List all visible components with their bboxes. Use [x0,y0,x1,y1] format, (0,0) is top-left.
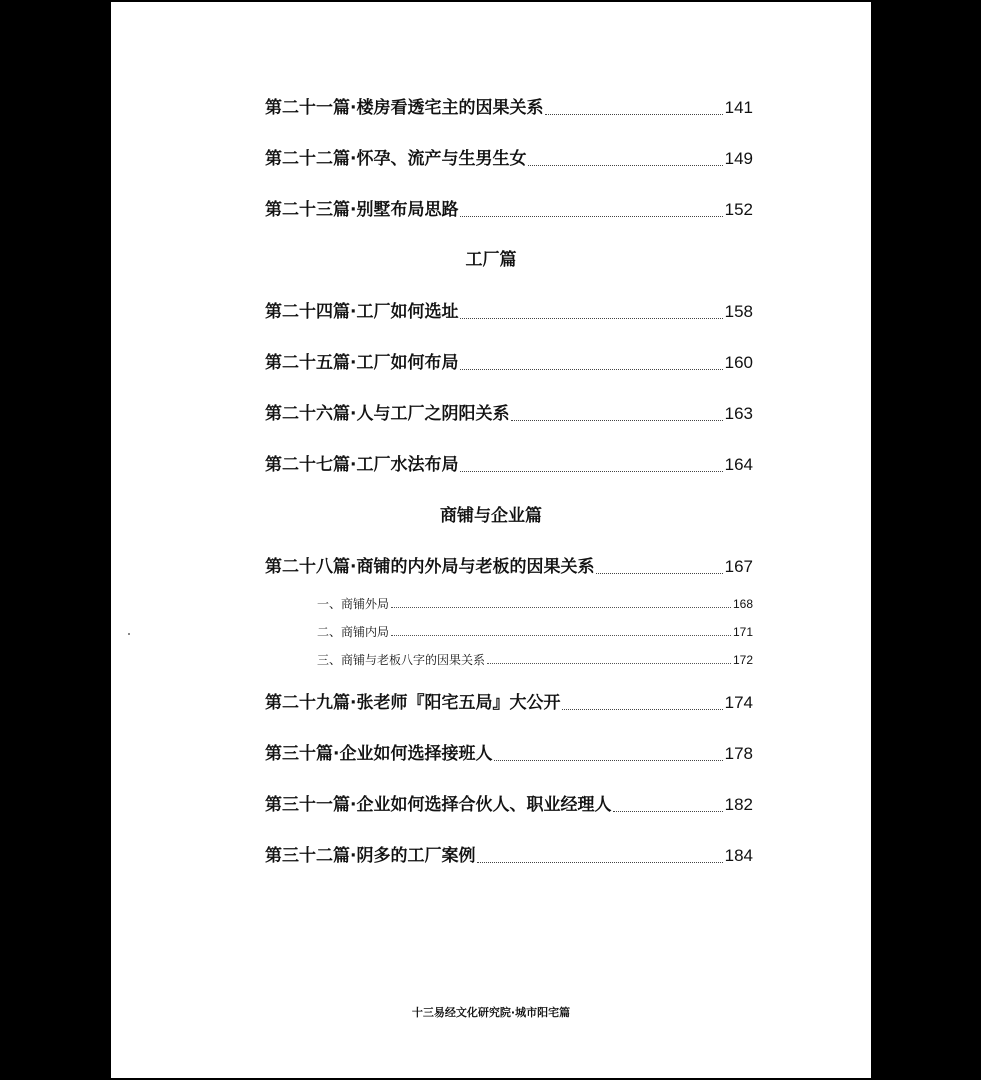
dot-leader [562,709,722,710]
toc-entry-title: 第三十二篇·阴多的工厂案例 [265,846,476,866]
toc-sub-entry-page: 168 [732,597,753,611]
toc-entry-page: 149 [724,149,753,168]
toc-entry-title: 第二十七篇·工厂水法布局 [265,455,459,475]
dot-leader [487,663,731,664]
toc-sub-entry-page: 172 [732,653,753,667]
toc-entry-page: 163 [724,404,753,423]
toc-entry-page: 174 [724,693,753,712]
toc-entry[interactable] [265,691,753,715]
dot-leader [460,471,722,472]
document-page [111,2,871,1078]
dot-leader [391,635,731,636]
toc-entry-title: 第二十一篇·楼房看透宅主的因果关系 [265,98,544,118]
toc-sub-entry-title: 一、商铺外局 [317,597,390,611]
toc-entry[interactable] [265,147,753,171]
toc-entry-page: 160 [724,353,753,372]
toc-entry-title: 第三十篇·企业如何选择接班人 [265,744,493,764]
toc-entry[interactable] [265,351,753,375]
dot-leader [545,114,722,115]
toc-entry-title: 第二十三篇·别墅布局思路 [265,200,459,220]
toc-entry[interactable] [265,402,753,426]
dot-leader [494,760,722,761]
toc-sub-entry-page: 171 [732,625,753,639]
toc-entry-page: 158 [724,302,753,321]
toc-sub-entry-title: 二、商铺内局 [317,625,390,639]
toc-entry[interactable] [265,96,753,120]
dot-leader [528,165,722,166]
dot-leader [596,573,722,574]
dot-leader [613,811,722,812]
toc-entry[interactable] [265,844,753,868]
dot-leader [477,862,722,863]
toc-entry[interactable] [265,300,753,324]
toc-entry-title: 第二十六篇·人与工厂之阴阳关系 [265,404,510,424]
scan-speck [128,633,130,635]
toc-entry-title: 第二十四篇·工厂如何选址 [265,302,459,322]
toc-entry-title: 第三十一篇·企业如何选择合伙人、职业经理人 [265,795,612,815]
page-footer: 十三易经文化研究院·城市阳宅篇 [411,1006,571,1019]
toc-entry-title: 第二十九篇·张老师『阳宅五局』大公开 [265,693,561,713]
toc-entry-page: 141 [724,98,753,117]
section-heading-shops: 商铺与企业篇 [440,506,542,526]
dot-leader [460,216,722,217]
toc-entry-page: 184 [724,846,753,865]
toc-entry-title: 第二十五篇·工厂如何布局 [265,353,459,373]
toc-entry[interactable] [265,555,753,579]
toc-entry-page: 167 [724,557,753,576]
dot-leader [460,318,722,319]
toc-entry-page: 152 [724,200,753,219]
toc-entry[interactable] [265,793,753,817]
toc-sub-entry[interactable] [317,624,753,640]
toc-entry-page: 164 [724,455,753,474]
toc-entry-page: 178 [724,744,753,763]
toc-entry-title: 第二十八篇·商铺的内外局与老板的因果关系 [265,557,595,577]
toc-entry[interactable] [265,198,753,222]
toc-sub-entry[interactable] [317,596,753,612]
dot-leader [511,420,722,421]
dot-leader [391,607,731,608]
toc-sub-entry[interactable] [317,652,753,668]
toc-entry[interactable] [265,453,753,477]
toc-sub-entry-title: 三、商铺与老板八字的因果关系 [317,653,486,667]
dot-leader [460,369,722,370]
section-heading-factory: 工厂篇 [465,250,517,270]
toc-entry-page: 182 [724,795,753,814]
toc-entry-title: 第二十二篇·怀孕、流产与生男生女 [265,149,527,169]
toc-entry[interactable] [265,742,753,766]
